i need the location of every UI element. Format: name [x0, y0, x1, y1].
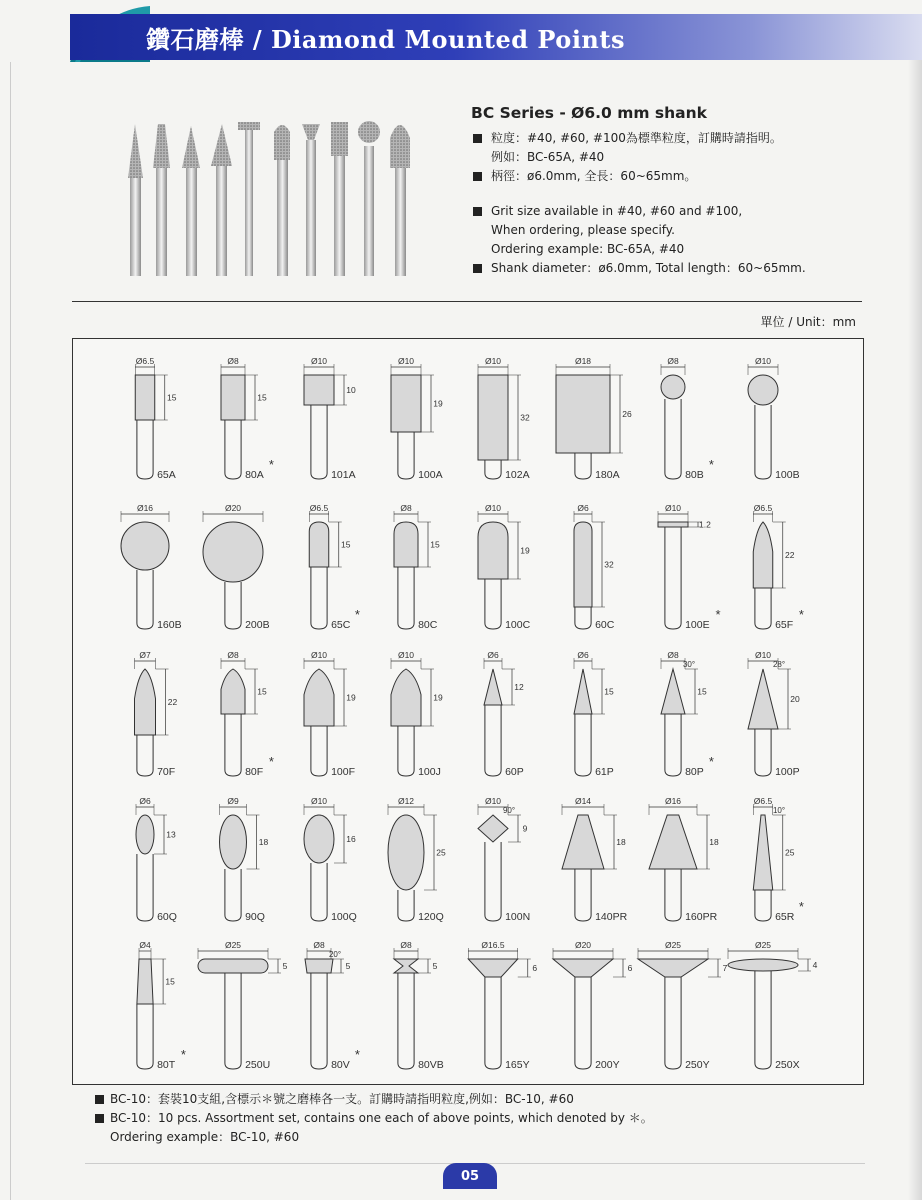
point-65a: [135, 356, 176, 481]
point-80p: [661, 650, 714, 778]
star-marker: *: [708, 754, 714, 769]
height-label: 15: [341, 539, 351, 550]
head-round: [574, 522, 592, 607]
dia-label: Ø4: [139, 940, 151, 950]
height-label: 7: [722, 963, 728, 973]
code-label: 60Q: [157, 911, 177, 923]
head-disc: [658, 522, 688, 527]
height-label: 32: [520, 412, 530, 423]
footnote-en: BC-10：10 pcs. Assortment set, contains one each of above points, which denoted by ＊。: [95, 1109, 875, 1128]
height-label: 9: [522, 823, 528, 834]
dia-label: Ø25: [664, 940, 682, 950]
dia-label: Ø16: [136, 503, 154, 513]
shank: [485, 977, 501, 1069]
code-label: 61P: [595, 766, 614, 778]
height-label: 1.2: [699, 519, 711, 530]
height-label: 19: [346, 692, 356, 703]
shank: [575, 869, 591, 921]
dia-label: Ø10: [397, 650, 415, 660]
shank: [575, 714, 591, 776]
point-100q: [304, 796, 357, 923]
spec-shank-en: Shank diameter：ø6.0mm, Total length：60~65mm.: [471, 259, 891, 278]
star-marker: *: [354, 607, 360, 622]
point-160pr: [649, 796, 719, 923]
bullet-square-icon: [95, 1114, 104, 1123]
point-200y: [553, 940, 633, 1071]
shank: [755, 890, 771, 921]
star-marker: *: [180, 1047, 186, 1062]
head-cylinder: [391, 375, 421, 432]
dia-label: Ø20: [574, 940, 592, 950]
point-250y: [638, 940, 728, 1071]
head-cylinder: [304, 375, 334, 405]
code-label: 80V: [331, 1059, 350, 1071]
head-trapezoid: [562, 815, 604, 869]
series-heading: BC Series - Ø6.0 mm shank: [471, 104, 707, 122]
shank: [665, 977, 681, 1069]
angle-label: 28°: [772, 660, 786, 669]
code-label: 100E: [685, 619, 710, 631]
product-photo: [118, 116, 430, 286]
bullet-square-icon: [473, 172, 482, 181]
head-flame: [221, 669, 245, 714]
shank: [225, 869, 241, 921]
point-80f: [221, 650, 274, 778]
shank: [398, 973, 414, 1069]
head-vb: [394, 959, 418, 973]
dia-label: Ø9: [227, 796, 239, 806]
height-label: 6: [627, 963, 633, 973]
spec-grit-zh: 粒度：#40, #60, #100為標準粒度，訂購時請指明。: [471, 129, 891, 148]
points-diagram: [73, 339, 863, 1084]
shank: [755, 971, 771, 1069]
dia-label: Ø16: [664, 796, 682, 806]
bullet-square-icon: [95, 1095, 104, 1104]
point-100e: [658, 503, 721, 631]
height-label: 15: [257, 392, 267, 403]
code-label: 160PR: [685, 911, 718, 923]
dia-label: Ø6: [487, 650, 499, 660]
shank: [225, 973, 241, 1069]
head-inverted-cone: [553, 959, 613, 977]
height-label: 6: [532, 963, 538, 973]
head-flame: [135, 669, 156, 735]
head-cylinder: [135, 375, 155, 420]
shank: [755, 729, 771, 776]
height-label: 25: [436, 847, 446, 858]
height-label: 26: [622, 409, 632, 419]
spec-grit-en-2: When ordering, please specify.: [491, 223, 675, 237]
head-inverted-cone: [468, 959, 518, 977]
shank: [485, 842, 501, 921]
point-100f: [304, 650, 356, 778]
spec-grit-en-3: Ordering example: BC-65A, #40: [491, 242, 685, 256]
point-120q: [388, 796, 446, 923]
height-label: 20: [790, 694, 800, 704]
shank: [485, 705, 501, 776]
code-label: 160B: [157, 619, 182, 631]
code-label: 102A: [505, 469, 530, 481]
dia-label: Ø10: [397, 356, 415, 366]
point-80v: [305, 940, 360, 1071]
point-140pr: [562, 796, 628, 923]
bullet-square-icon: [473, 207, 482, 216]
head-double-cone: [478, 815, 508, 842]
point-70f: [135, 650, 178, 778]
dia-label: Ø6.5: [135, 356, 155, 366]
shank: [311, 567, 327, 629]
dia-label: Ø10: [310, 650, 328, 660]
shank: [398, 567, 414, 629]
code-label: 100Q: [331, 911, 357, 923]
point-100c: [478, 503, 531, 631]
shank: [485, 579, 501, 629]
dia-label: Ø8: [313, 940, 325, 950]
dia-label: Ø8: [400, 503, 412, 513]
shank: [575, 977, 591, 1069]
head-oval: [388, 815, 424, 890]
shank: [311, 405, 327, 479]
height-label: 4: [812, 960, 818, 970]
height-label: 19: [433, 398, 443, 409]
point-61p: [574, 650, 614, 778]
point-250u: [198, 940, 288, 1071]
dia-label: Ø8: [400, 940, 412, 950]
shank: [137, 854, 153, 921]
head-oval: [304, 815, 334, 863]
dia-label: Ø20: [224, 503, 242, 513]
dia-label: Ø25: [224, 940, 242, 950]
dia-label: Ø18: [574, 356, 592, 366]
height-label: 15: [697, 686, 707, 697]
head-vee: [305, 959, 333, 973]
head-inverted-cone: [638, 959, 708, 977]
footnotes: [95, 1090, 875, 1147]
code-label: 250U: [245, 1059, 271, 1071]
code-label: 140PR: [595, 911, 628, 923]
head-cylinder: [478, 375, 508, 460]
shank: [398, 726, 414, 776]
dia-label: Ø6.5: [309, 503, 329, 513]
star-marker: *: [715, 607, 721, 622]
code-label: 250X: [775, 1059, 800, 1071]
star-marker: *: [708, 457, 714, 472]
point-102a: [478, 356, 530, 481]
shank: [665, 869, 681, 921]
point-60q: [136, 796, 177, 923]
point-100a: [391, 356, 443, 481]
head-oval: [220, 815, 247, 869]
shank: [755, 405, 771, 479]
angle-label: 30°: [682, 660, 696, 669]
star-marker: *: [798, 607, 804, 622]
point-101a: [304, 356, 356, 481]
star-marker: *: [268, 457, 274, 472]
code-label: 180A: [595, 469, 620, 481]
shank: [398, 890, 414, 921]
height-label: 22: [167, 697, 178, 707]
head-flame: [304, 669, 334, 726]
code-label: 70F: [157, 766, 176, 778]
code-label: 80VB: [418, 1059, 444, 1071]
shank: [137, 420, 153, 479]
dia-label: Ø10: [310, 796, 328, 806]
shank: [137, 735, 153, 776]
point-100p: [748, 650, 800, 778]
shank: [665, 399, 681, 479]
unit-label: 單位 / Unit：mm: [760, 315, 856, 329]
point-80b: [661, 356, 714, 481]
point-100n: [478, 796, 530, 923]
shank: [311, 726, 327, 776]
head-flame: [753, 522, 773, 588]
point-65f: [753, 503, 804, 631]
point-200b: [203, 503, 270, 631]
head-ball: [121, 522, 169, 570]
head-lens: [728, 959, 798, 971]
dia-label: Ø12: [397, 796, 415, 806]
code-label: 80F: [245, 766, 264, 778]
dia-label: Ø16.5: [481, 940, 505, 950]
angle-label: 90°: [502, 806, 516, 815]
page-number: 05: [443, 1163, 497, 1189]
height-label: 19: [433, 692, 443, 703]
spec-block: [471, 104, 891, 278]
code-label: 100A: [418, 469, 443, 481]
shank: [755, 588, 771, 629]
dia-label: Ø10: [310, 356, 328, 366]
head-round: [394, 522, 418, 567]
shank: [398, 432, 414, 479]
shank: [225, 582, 241, 629]
height-label: 13: [166, 829, 176, 840]
height-label: 25: [785, 847, 795, 858]
point-165y: [468, 940, 537, 1071]
code-label: 250Y: [685, 1059, 710, 1071]
point-100b: [748, 356, 800, 481]
point-80t: [137, 940, 186, 1071]
shank: [225, 420, 241, 479]
shank: [575, 453, 591, 479]
shank: [311, 863, 327, 921]
head-cone: [484, 669, 502, 705]
height-label: 5: [432, 961, 438, 971]
code-label: 100B: [775, 469, 800, 481]
head-wheel: [198, 959, 268, 973]
code-label: 80T: [157, 1059, 176, 1071]
height-label: 18: [709, 837, 719, 847]
dia-label: Ø8: [667, 650, 679, 660]
shank: [137, 570, 153, 629]
star-marker: *: [268, 754, 274, 769]
left-margin-line: [10, 62, 11, 1200]
dia-label: Ø8: [227, 650, 239, 660]
head-round: [309, 522, 329, 567]
point-60p: [484, 650, 524, 778]
dia-label: Ø6.5: [753, 796, 773, 806]
points-diagram-panel: [72, 338, 864, 1085]
head-oval: [136, 815, 154, 854]
code-label: 100C: [505, 619, 531, 631]
star-marker: *: [798, 899, 804, 914]
head-ball: [203, 522, 263, 582]
point-90q: [220, 796, 269, 923]
dia-label: Ø14: [574, 796, 592, 806]
dia-label: Ø10: [664, 503, 682, 513]
code-label: 80B: [685, 469, 704, 481]
shank: [137, 1004, 153, 1069]
point-250x: [728, 940, 818, 1071]
code-label: 60P: [505, 766, 524, 778]
code-label: 100N: [505, 911, 531, 923]
height-label: 18: [616, 837, 626, 847]
code-label: 120Q: [418, 911, 444, 923]
section-divider: [72, 301, 862, 302]
shank: [485, 460, 501, 479]
point-80a: [221, 356, 274, 481]
shank: [311, 973, 327, 1069]
head-cylinder: [221, 375, 245, 420]
head-cone: [574, 669, 592, 714]
dia-label: Ø10: [754, 356, 772, 366]
code-label: 90Q: [245, 911, 265, 923]
spec-shank-zh: 柄徑：ø6.0mm, 全長：60~65mm。: [471, 167, 891, 186]
head-flame: [391, 669, 421, 726]
code-label: 65F: [775, 619, 794, 631]
code-label: 200Y: [595, 1059, 620, 1071]
shank: [575, 607, 591, 629]
shank: [225, 714, 241, 776]
spec-grit-en: Grit size available in #40, #60 and #100,: [471, 202, 891, 221]
height-label: 5: [282, 961, 288, 971]
spec-example-zh: 例如：BC-65A, #40: [491, 150, 605, 164]
binding-shadow: [908, 60, 922, 1200]
point-160b: [121, 503, 182, 631]
head-round: [478, 522, 508, 579]
height-label: 15: [430, 539, 440, 550]
point-60c: [574, 503, 615, 631]
head-tree: [748, 669, 778, 729]
head-taper: [137, 959, 153, 1004]
dia-label: Ø10: [484, 796, 502, 806]
height-label: 18: [258, 837, 269, 847]
star-marker: *: [354, 1047, 360, 1062]
code-label: 101A: [331, 469, 356, 481]
height-label: 15: [167, 392, 177, 403]
dia-label: Ø10: [754, 650, 772, 660]
point-65r: [753, 796, 804, 923]
dia-label: Ø10: [484, 503, 502, 513]
point-100j: [391, 650, 443, 778]
code-label: 65C: [331, 619, 351, 631]
dia-label: Ø8: [667, 356, 679, 366]
code-label: 80P: [685, 766, 704, 778]
height-label: 10: [346, 385, 356, 395]
bullet-square-icon: [473, 134, 482, 143]
height-label: 19: [520, 545, 530, 556]
dia-label: Ø6: [577, 650, 589, 660]
dia-label: Ø10: [484, 356, 502, 366]
head-needle: [753, 815, 773, 890]
shank: [665, 714, 681, 776]
height-label: 12: [514, 682, 524, 692]
code-label: 100J: [418, 766, 441, 778]
angle-label: 20°: [328, 950, 342, 959]
height-label: 15: [604, 686, 614, 697]
point-80vb: [394, 940, 444, 1071]
bullet-square-icon: [473, 264, 482, 273]
head-ball: [748, 375, 778, 405]
head-tree: [661, 669, 685, 714]
footnote-zh: BC-10：套裝10支組,含標示＊號之磨棒各一支。訂購時請指明粒度,例如：BC-10, #60: [95, 1090, 875, 1109]
height-label: 15: [165, 976, 175, 987]
dia-label: Ø6.5: [753, 503, 773, 513]
code-label: 100F: [331, 766, 356, 778]
code-label: 165Y: [505, 1059, 530, 1071]
height-label: 15: [257, 686, 267, 697]
angle-label: 10°: [772, 806, 786, 815]
footnote-en-example: Ordering example：BC-10, #60: [110, 1130, 300, 1144]
height-label: 22: [785, 550, 795, 560]
code-label: 200B: [245, 619, 270, 631]
head-ball: [661, 375, 685, 399]
point-65c: [309, 503, 360, 631]
height-label: 16: [346, 834, 356, 844]
head-cylinder: [556, 375, 610, 453]
height-label: 5: [345, 961, 351, 971]
dia-label: Ø6: [139, 796, 151, 806]
head-trapezoid: [649, 815, 697, 869]
point-180a: [556, 356, 632, 481]
code-label: 80A: [245, 469, 264, 481]
height-label: 32: [604, 559, 614, 570]
code-label: 65A: [157, 469, 176, 481]
dia-label: Ø8: [227, 356, 239, 366]
page-header: [0, 0, 922, 62]
code-label: 80C: [418, 619, 438, 631]
code-label: 100P: [775, 766, 800, 778]
code-label: 65R: [775, 911, 795, 923]
point-80c: [394, 503, 440, 631]
dia-label: Ø7: [139, 650, 151, 660]
page-title: 鑽石磨棒 / Diamond Mounted Points: [146, 25, 625, 54]
code-label: 60C: [595, 619, 615, 631]
dia-label: Ø6: [577, 503, 589, 513]
dia-label: Ø25: [754, 940, 772, 950]
shank: [665, 527, 681, 629]
